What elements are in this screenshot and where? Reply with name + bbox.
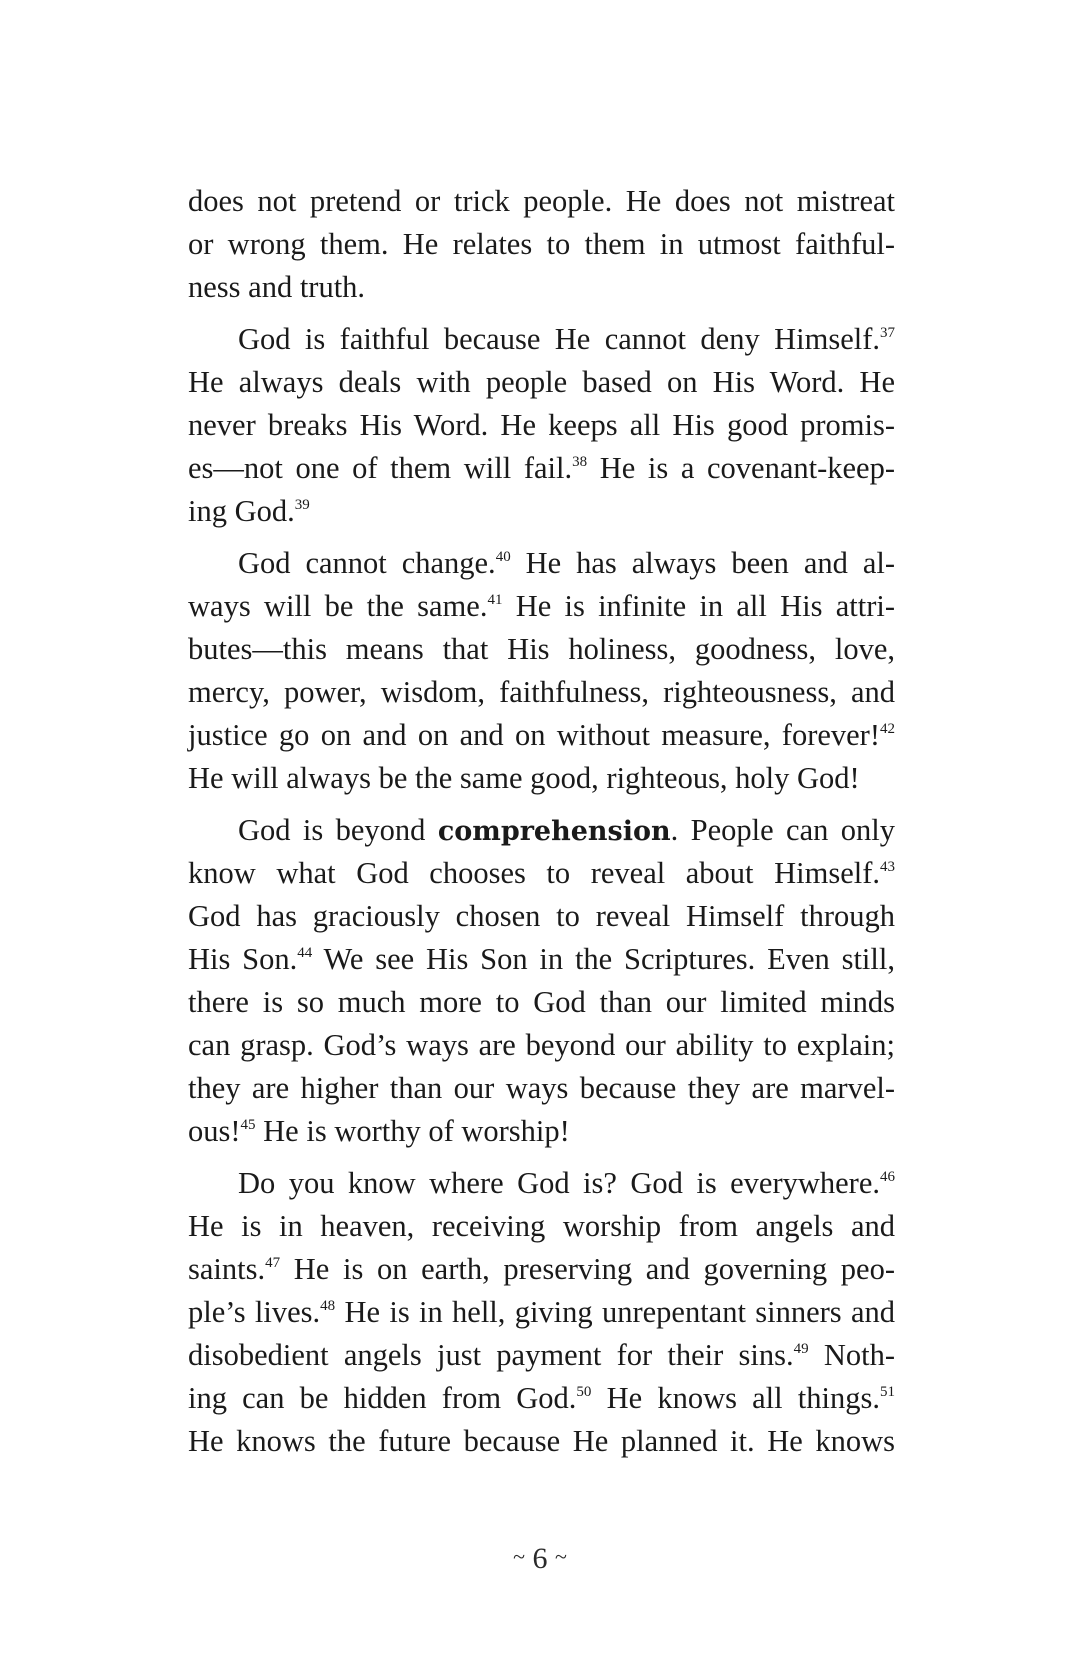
text-segment: He has always been and al- (510, 546, 895, 580)
text-segment: they are higher than our ways because they are marvel- (188, 1071, 895, 1105)
text-segment: He is on earth, preserving and governing peo- (280, 1252, 895, 1286)
page-body-text (188, 180, 895, 1463)
text-segment: God has graciously chosen to reveal Himself through (188, 899, 895, 933)
text-line (188, 1291, 895, 1334)
text-line (188, 404, 895, 447)
text-line (188, 1334, 895, 1377)
text-line (188, 628, 895, 671)
paragraph (188, 542, 895, 800)
text-line (188, 1067, 895, 1110)
footnote-reference: 41 (487, 592, 503, 608)
footnote-reference: 37 (880, 325, 895, 341)
text-segment: Do you know where God is? God is everywhere. (238, 1166, 880, 1200)
text-segment: . People can only (670, 813, 895, 847)
text-line (188, 180, 895, 223)
text-segment: justice go on and on and on without measure, forever! (188, 718, 880, 752)
text-segment: butes—this means that His holiness, goodness, love, (188, 632, 895, 666)
text-line (188, 714, 895, 757)
text-line (188, 1110, 895, 1153)
text-line (188, 1162, 895, 1205)
page-number-ornament-right: ~ (555, 1544, 567, 1569)
text-segment: ous! (188, 1114, 241, 1148)
text-segment: ple’s lives. (188, 1295, 321, 1329)
text-segment: God is faithful because He cannot deny Himself. (238, 322, 880, 356)
text-segment: ing can be hidden from God. (188, 1381, 577, 1415)
text-line (188, 1377, 895, 1420)
text-segment: ness and truth. (188, 270, 366, 304)
footnote-reference: 51 (880, 1384, 895, 1400)
page-number (0, 1542, 1080, 1576)
text-line (188, 1420, 895, 1463)
text-segment: He knows all things. (591, 1381, 880, 1415)
text-segment: We see His Son in the Scriptures. Even still, (312, 942, 895, 976)
text-line (188, 671, 895, 714)
text-segment: never breaks His Word. He keeps all His good promis- (188, 408, 895, 442)
text-line (188, 809, 895, 852)
text-segment: mercy, power, wisdom, faithfulness, righteousness, and (188, 675, 895, 709)
text-line (188, 1248, 895, 1291)
text-segment: know what God chooses to reveal about Himself. (188, 856, 880, 890)
text-line (188, 318, 895, 361)
footnote-reference: 48 (320, 1298, 336, 1314)
text-segment: there is so much more to God than our limited minds (188, 985, 895, 1019)
footnote-reference: 44 (297, 945, 313, 961)
footnote-reference: 47 (265, 1255, 281, 1271)
text-line (188, 938, 895, 981)
text-segment: saints. (188, 1252, 266, 1286)
text-line (188, 447, 895, 490)
text-line (188, 1024, 895, 1067)
paragraph (188, 318, 895, 533)
page-number-ornament-left: ~ (513, 1544, 525, 1569)
footnote-reference: 46 (880, 1169, 895, 1185)
text-segment: can grasp. God’s ways are beyond our ability to explain; (188, 1028, 895, 1062)
text-segment: He is infinite in all His attri- (502, 589, 895, 623)
footnote-reference: 49 (793, 1341, 809, 1357)
text-line (188, 542, 895, 585)
text-segment: His Son. (188, 942, 298, 976)
footnote-reference: 39 (294, 497, 310, 513)
text-line (188, 1205, 895, 1248)
bold-term: comprehension (437, 816, 671, 847)
text-line (188, 852, 895, 895)
page-number-value: 6 (532, 1542, 548, 1575)
text-line (188, 490, 895, 533)
text-segment: ing God. (188, 494, 295, 528)
text-segment: or wrong them. He relates to them in utmost faithful- (188, 227, 895, 261)
footnote-reference: 45 (240, 1117, 256, 1133)
footnote-reference: 42 (880, 721, 895, 737)
text-segment: He is worthy of worship! (255, 1114, 570, 1148)
footnote-reference: 43 (880, 859, 895, 875)
text-line (188, 223, 895, 266)
text-segment: God is beyond (238, 813, 438, 847)
text-segment: He is in hell, giving unrepentant sinners and (335, 1295, 895, 1329)
text-line (188, 757, 895, 800)
text-segment: He is in heaven, receiving worship from angels and (188, 1209, 895, 1243)
text-line (188, 895, 895, 938)
paragraph (188, 1162, 895, 1463)
footnote-reference: 38 (572, 454, 588, 470)
text-segment: Noth- (808, 1338, 895, 1372)
text-segment: He always deals with people based on His Word. He (188, 365, 895, 399)
text-segment: He will always be the same good, righteous, holy God! (188, 761, 860, 795)
footnote-reference: 40 (495, 549, 511, 565)
text-segment: does not pretend or trick people. He does not mistreat (188, 184, 895, 218)
text-segment: ways will be the same. (188, 589, 488, 623)
text-line (188, 585, 895, 628)
text-segment: He is a covenant-keep- (587, 451, 895, 485)
text-segment: He knows the future because He planned it. He knows (188, 1424, 895, 1458)
text-segment: God cannot change. (238, 546, 496, 580)
text-line (188, 266, 895, 309)
paragraph (188, 180, 895, 309)
text-segment: es—not one of them will fail. (188, 451, 573, 485)
text-line (188, 361, 895, 404)
paragraph (188, 809, 895, 1153)
footnote-reference: 50 (576, 1384, 592, 1400)
text-segment: disobedient angels just payment for their sins. (188, 1338, 794, 1372)
text-line (188, 981, 895, 1024)
